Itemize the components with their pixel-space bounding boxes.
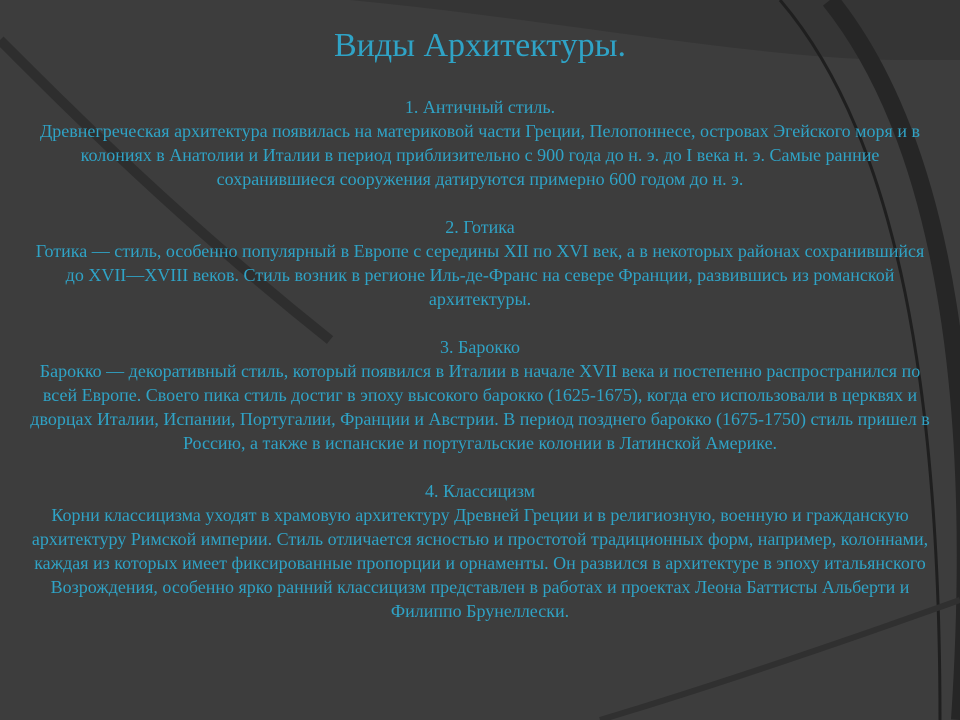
- section-heading: 4. Классицизм: [424, 481, 536, 501]
- section-gothic: [26, 215, 934, 311]
- section-heading: 3. Барокко: [440, 337, 520, 357]
- section-antique: [26, 95, 934, 191]
- section-heading: 2. Готика: [445, 217, 515, 237]
- section-heading: 1. Античный стиль.: [404, 97, 556, 117]
- section-body: Корни классицизма уходят в храмовую архитектуру Древней Греции и в религиозную, военную и гражданскую архитектуру Римской империи. Стиль отличается ясностью и простотой традиционных форм, например, колоннами, каждая из которых имеет фиксированные пропорции и орнаменты. Он развился в архитектуре в эпоху итальянского Возрождения, особенно ярко ранний классицизм представлен в работах и проектах Леона Баттисты Альберти и Филиппо Брунеллески.: [31, 505, 929, 621]
- section-body: Готика — стиль, особенно популярный в Европе с середины XII по XVI век, а в некоторых районах сохранившийся до XVII—XVIII веков. Стиль возник в регионе Иль-де-Франс на севере Франции, развившись из романской архитектуры.: [35, 241, 925, 309]
- slide-content: [26, 95, 934, 647]
- section-body: Барокко — декоративный стиль, который появился в Италии в начале XVII века и постепенно распространился по всей Европе. Своего пика стиль достиг в эпоху высокого барокко (1625-1675), когда его использовали в церквях и дворцах Италии, Испании, Португалии, Франции и Австрии. В период позднего барокко (1675-1750) стиль пришел в Россию, а также в испанские и португальские колонии в Латинской Америке.: [30, 361, 930, 453]
- slide-title: Виды Архитектуры.: [333, 27, 627, 64]
- section-baroque: [26, 335, 934, 455]
- section-classicism: [26, 479, 934, 623]
- section-body: Древнегреческая архитектура появилась на материковой части Греции, Пелопоннесе, островах Эгейского моря и в колониях в Анатолии и Италии в период приблизительно с 900 года до н. э. до I века н. э. Самые ранние сохранившиеся сооружения датируются примерно 600 годом до н. э.: [40, 121, 920, 189]
